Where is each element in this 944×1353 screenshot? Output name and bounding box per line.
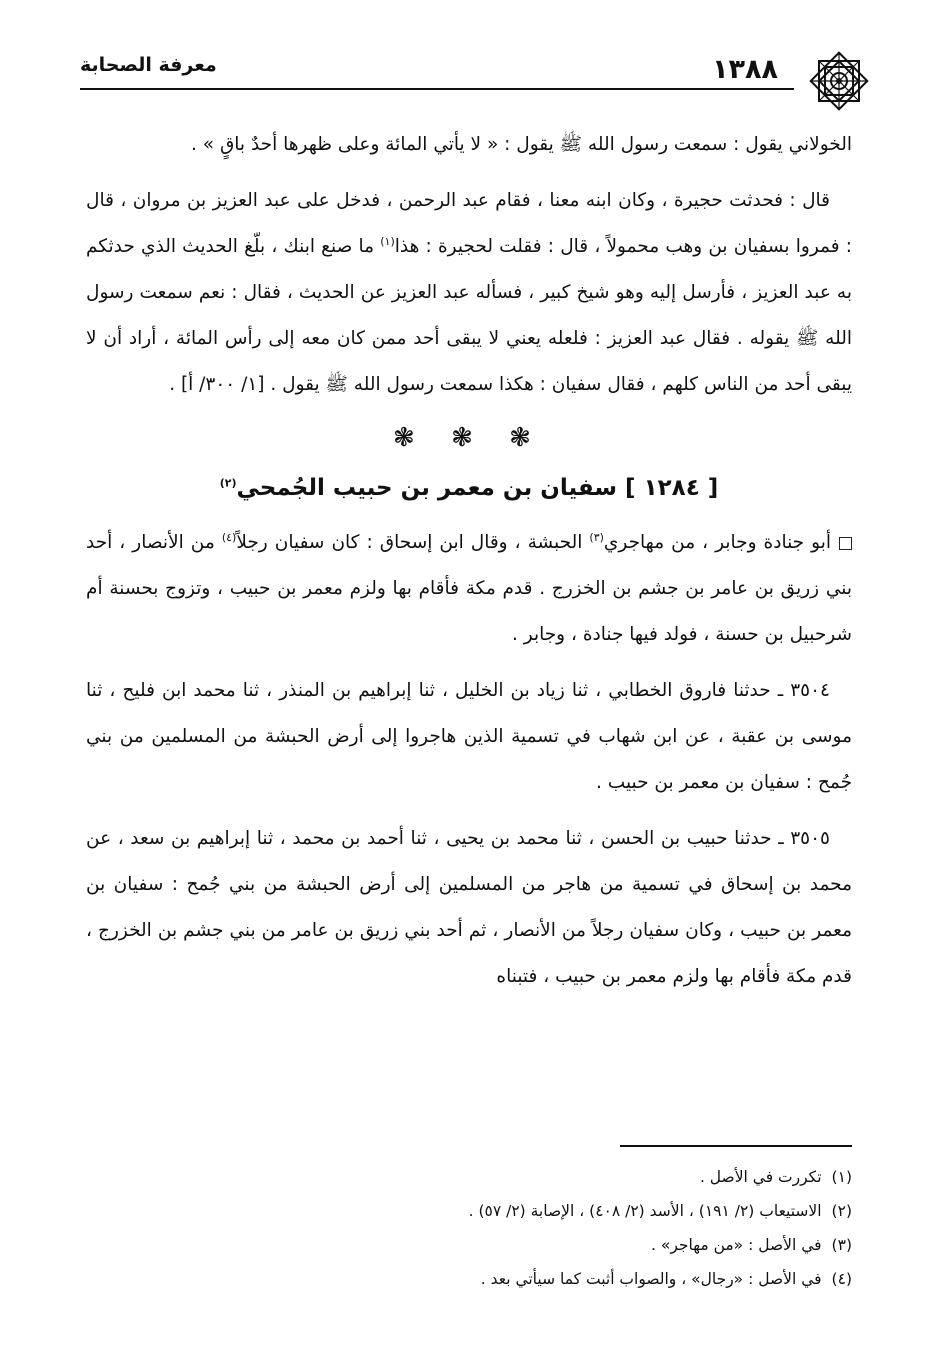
footnote-text: في الأصل : «من مهاجر» .	[651, 1236, 822, 1254]
footnote-2	[86, 1194, 852, 1228]
page-number: ١٣٨٨	[712, 54, 778, 85]
footnote-3	[86, 1228, 852, 1262]
paragraph-2	[86, 178, 852, 408]
footnote-1	[86, 1160, 852, 1194]
footnote-4	[86, 1262, 852, 1296]
paragraph-3-part-a: أبو جنادة وجابر ، من مهاجري	[603, 532, 831, 553]
footnote-ref-3: (٣)	[589, 530, 604, 544]
paragraph-3	[86, 520, 852, 658]
hadith-3505: ٣٥٠٥ ـ حدثنا حبيب بن الحسن ، ثنا محمد بن يحيى ، ثنا أحمد بن محمد ، ثنا إبراهيم بن سعد ، عن محمد بن إسحاق في تسمية من هاجر من المسلمين إلى أرض الحبشة من بني جُمح : سفيان بن معمر بن حبيب ، وكان سفيان رجلاً من الأنصار ، ثم أحد بني زريق بن عامر من بني جشم بن الخزرج ، قدم مكة فأقام بها ولزم معمر بن حبيب ، فتبناه	[86, 828, 852, 987]
paragraph-3-part-c: من الأنصار ، أحد بني زريق بن عامر بن جشم بن الخزرج . قدم مكة فأقام بها ولزم معمر بن حبيب ، وتزوج بحسنة أم شرحبيل بن حسنة ، فولد فيها جنادة ، وجابر .	[86, 532, 852, 645]
footnote-number: (٤)	[831, 1270, 852, 1288]
hadith-3504: ٣٥٠٤ ـ حدثنا فاروق الخطابي ، ثنا زياد بن الخليل ، ثنا إبراهيم بن المنذر ، ثنا محمد ابن فليح ، ثنا موسى بن عقبة ، عن ابن شهاب في تسمية الذين هاجروا إلى أرض الحبشة من المسلمين من بني جُمح : سفيان بن معمر بن حبيب .	[86, 680, 852, 793]
paragraph-2-part-b: ما صنع ابنك ، بلّغ الحديث الذي حدثكم به عبد العزيز ، فأرسل إليه وهو شيخ كبير ، فسأله عبد العزيز عن الحديث ، فقال : نعم سمعت رسول الله ﷺ يقوله . فقال عبد العزيز : فلعله يعني لا يبقى أحد ممن كان معه إلى رأس المائة ، أراد أن لا يبقى أحد من الناس كلهم ، فقال سفيان : هكذا سمعت رسول الله ﷺ يقول . [١/ ٣٠٠/ أ] .	[86, 236, 852, 395]
main-text	[86, 122, 852, 1000]
footnote-text: تكررت في الأصل .	[699, 1168, 822, 1186]
footnote-divider	[620, 1145, 852, 1147]
ornament-star-icon	[804, 46, 874, 116]
paragraph-1: الخولاني يقول : سمعت رسول الله ﷺ يقول : « لا يأتي المائة وعلى ظهرها أحدٌ باقٍ » .	[190, 134, 852, 155]
header-divider	[80, 88, 794, 90]
footnotes	[86, 1160, 852, 1296]
page-header	[80, 40, 864, 100]
footnote-ref-2: (٢)	[219, 476, 237, 490]
running-title: معرفة الصحابة	[80, 54, 217, 76]
entry-heading-text: [ ١٢٨٤ ] سفيان بن معمر بن حبيب الجُمحي	[236, 475, 719, 501]
square-marker-icon	[839, 537, 852, 550]
footnote-ref-1: (١)	[380, 234, 395, 248]
paragraph-3-part-b: الحبشة ، وقال ابن إسحاق : كان سفيان رجلاً	[236, 532, 590, 553]
footnote-number: (١)	[831, 1168, 852, 1186]
paragraph-2-part-a: قال : فحدثت حجيرة ، وكان ابنه معنا ، فقام عبد الرحمن ، فدخل على عبد العزيز بن مروان ، قال : فمروا بسفيان بن وهب محمولاً ، قال : فقلت لحجيرة : هذا	[86, 190, 852, 257]
footnote-text: الاستيعاب (٢/ ١٩١) ، الأسد (٢/ ٤٠٨) ، الإصابة (٢/ ٥٧) .	[468, 1202, 822, 1220]
footnote-number: (٣)	[831, 1236, 852, 1254]
entry-heading	[86, 462, 852, 514]
footnote-ref-4: (٤)	[221, 530, 237, 544]
footnote-number: (٢)	[831, 1202, 852, 1220]
section-separator-stars: ❃ ❃ ❃	[393, 423, 545, 453]
footnote-text: في الأصل : «رجال» ، والصواب أثبت كما سيأتي بعد .	[480, 1270, 822, 1288]
